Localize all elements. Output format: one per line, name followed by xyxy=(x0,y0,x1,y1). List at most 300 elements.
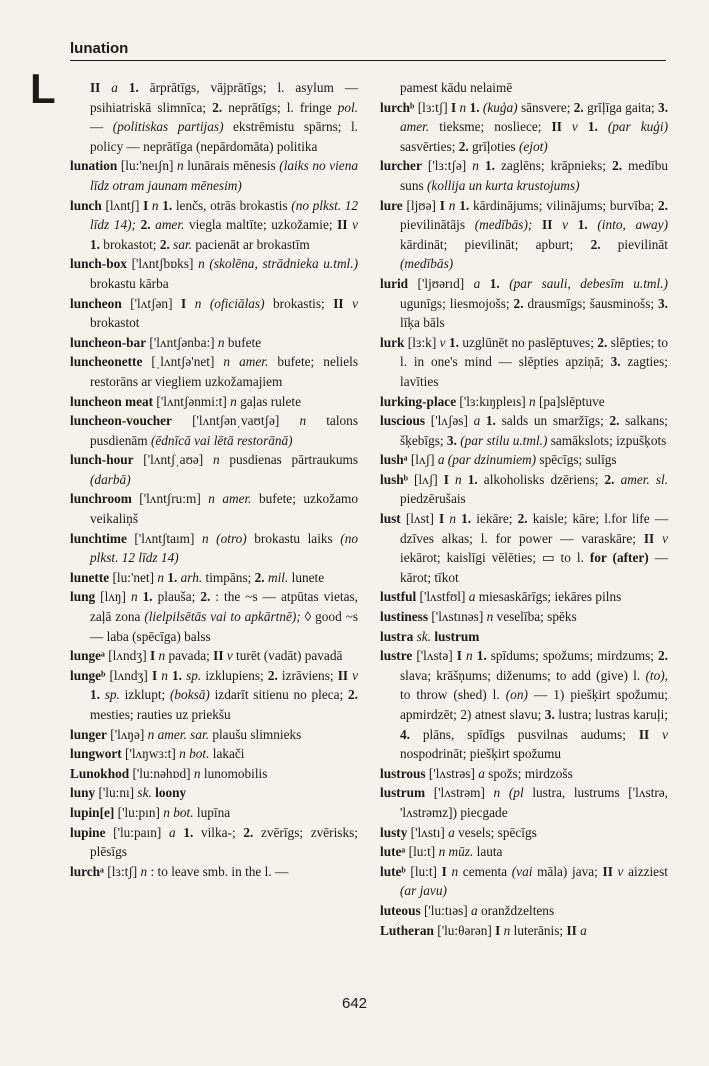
entry-text: pusdienas pārtraukums xyxy=(219,452,358,468)
dictionary-entry-lurch-b xyxy=(380,98,668,157)
dictionary-entry-lunge-b xyxy=(70,666,358,725)
entry-text: zaglēns; krāpnieks; xyxy=(494,158,613,174)
entry-text: ['lʌŋə] xyxy=(106,726,148,742)
entry-text: 3. xyxy=(446,432,457,448)
entry-text: ['lu:nı] xyxy=(95,785,138,801)
entry-text: 3. xyxy=(610,354,621,370)
entry-text: n xyxy=(472,158,479,174)
entry-text: v xyxy=(352,217,359,233)
running-header: lunation xyxy=(70,40,129,57)
entry-text: n amer. sar. xyxy=(147,726,209,742)
entry-text: [lʌndʒ] xyxy=(104,648,150,664)
entry-text: I xyxy=(441,863,447,879)
entry-text: 2. xyxy=(604,471,615,487)
headword: lunger xyxy=(70,726,107,742)
headword: lurid xyxy=(380,275,409,291)
entry-text: [lɜ:tʃ] xyxy=(103,863,141,879)
entry-text: a xyxy=(473,413,481,429)
entry-text: gaļas rulete xyxy=(236,393,302,409)
entry-text: (pl xyxy=(508,785,524,801)
entry-text: n xyxy=(459,99,467,115)
entry-text: vilka-; xyxy=(193,824,244,840)
entry-text: vesels; spēcīgs xyxy=(454,824,537,840)
entry-text: I xyxy=(149,648,156,664)
entry-text: slava; krāšņums; diženums; to add (give) l. xyxy=(400,667,646,683)
dictionary-entry-lupine-a xyxy=(70,823,358,862)
entry-text: II xyxy=(643,530,655,546)
entry-text: II xyxy=(333,295,344,311)
entry-text: v xyxy=(662,726,668,742)
entry-text: lenčs, otrās brokastis xyxy=(172,197,292,213)
headword: lushᵃ xyxy=(380,452,408,468)
dictionary-entry-lute-b xyxy=(380,862,668,901)
headword: lung xyxy=(70,589,96,605)
entry-text: (ēdnīcā vai lētā restorānā) xyxy=(150,432,293,448)
entry-text: ['ljʊərıd] xyxy=(408,275,474,291)
headword: lushᵇ xyxy=(380,471,408,487)
entry-text: II xyxy=(566,922,577,938)
headword: lunette xyxy=(70,569,110,585)
entry-text: n xyxy=(140,863,148,879)
entry-text: ārprātīgs, vājprātīgs; l. asylum — psihiatriskā slimnīca; xyxy=(90,80,359,115)
entry-text: ['lʌntʃru:m] xyxy=(131,491,209,507)
entry-text: ['lu:nəhɒd] xyxy=(129,765,194,781)
entry-text: 1. xyxy=(485,413,496,429)
entry-text: 2. xyxy=(458,138,469,154)
entry-text: n xyxy=(503,922,511,938)
entry-text: [lʌʃ] xyxy=(407,452,438,468)
dictionary-entry-lustrous xyxy=(380,764,668,784)
dictionary-entry-lurk xyxy=(380,333,668,392)
entry-text: [lɜ:k] xyxy=(404,334,440,350)
right-column xyxy=(380,78,668,940)
entry-text: (ejot) xyxy=(518,138,548,154)
entry-text: 1. xyxy=(90,687,100,703)
entry-text: 2. xyxy=(267,667,278,683)
entry-text: ['lu:θərən] xyxy=(433,922,496,938)
entry-text: lunete xyxy=(288,569,325,585)
entry-text: (par sauli, debesīm u.tml.) xyxy=(509,275,668,291)
entry-text: (vai xyxy=(511,863,533,879)
entry-text: cementa xyxy=(458,863,512,879)
entry-text: viegla maltīte; uzkožamie; xyxy=(184,217,338,233)
headword: lunation xyxy=(70,158,118,174)
entry-text: plauša; xyxy=(152,589,201,605)
entry-text: timpāns; xyxy=(202,569,255,585)
entry-text xyxy=(186,296,195,311)
entry-text: ekstrēmistu spārns; l. policy — neprātīga (nepārdomāta) politika xyxy=(90,119,359,154)
entry-text: I xyxy=(151,667,158,683)
entry-text: ['lʌntʃənba:] xyxy=(146,334,218,350)
entry-text xyxy=(344,296,353,311)
dictionary-entry-luncheon xyxy=(70,294,358,333)
entry-text: v xyxy=(352,667,359,683)
headword: lurking-place xyxy=(380,393,457,409)
entry-text: spožs; mirdzošs xyxy=(484,765,573,781)
headword: luteᵇ xyxy=(380,863,406,879)
entry-text: (to), xyxy=(645,667,668,683)
dictionary-entry-lunchroom xyxy=(70,489,358,528)
entry-text: ◊ good ~s — laba (spēcīga) balss xyxy=(90,609,358,644)
dictionary-entry-luny xyxy=(70,783,358,803)
dictionary-entry-lustful xyxy=(380,587,668,607)
entry-text: māla) java; xyxy=(532,863,603,879)
entry-text: a (par dzinumiem) xyxy=(437,452,537,468)
headword: luncheon-bar xyxy=(70,334,147,350)
entry-text: II xyxy=(638,726,650,742)
entry-text: n xyxy=(493,785,501,801)
dictionary-entry-luncheonette xyxy=(70,352,358,391)
entry-text: brokastis; xyxy=(264,295,334,311)
entry-text: [lʌŋ] xyxy=(95,589,131,605)
entry-text: v xyxy=(662,530,668,546)
entry-text: n xyxy=(448,197,456,213)
entry-text: n xyxy=(465,648,473,664)
headword: luteᵃ xyxy=(380,844,406,860)
entry-text: (into, away) xyxy=(597,217,669,233)
entry-text: 2. xyxy=(597,334,608,350)
headword: lunch xyxy=(70,197,102,213)
dictionary-entry-lunette xyxy=(70,568,358,588)
dictionary-entry-lunchtime xyxy=(70,529,358,568)
entry-text: ['lʌstfʊl] xyxy=(416,589,469,605)
entry-text: mesties; rauties uz priekšu xyxy=(90,707,231,722)
entry-text: n xyxy=(151,197,159,213)
headword: Lunokhod xyxy=(70,765,130,781)
entry-text: 1. xyxy=(183,824,194,840)
entry-text: lupīna xyxy=(193,804,231,820)
entry-text: 1. xyxy=(172,667,182,683)
entry-text: n (otro) xyxy=(201,530,247,546)
entry-text: n xyxy=(158,648,166,664)
dictionary-entry-lustiness xyxy=(380,607,668,627)
entry-text: ['lʌntʃənmi:t] xyxy=(153,393,231,409)
entry-text: I xyxy=(495,922,501,938)
entry-text: ['lʌntʃtaım] xyxy=(126,530,202,546)
entry-text: ['lʌŋwɜ:t] xyxy=(121,746,180,762)
entry-text: sar. xyxy=(173,236,192,252)
headword: lustful xyxy=(380,589,417,605)
entry-text: ['lʌtʃən] xyxy=(121,295,182,311)
headword: lustrum xyxy=(380,785,426,801)
entry-text: pamest kādu nelaimē xyxy=(400,80,513,95)
entry-text: : the ~s — atpūtas vietas, zaļā zona xyxy=(90,589,358,625)
entry-text: II xyxy=(602,863,613,879)
headword: lungwort xyxy=(70,746,122,762)
entry-text: luterānis; xyxy=(510,922,567,938)
entry-text: sānsvere; xyxy=(517,99,574,115)
entry-text xyxy=(500,785,509,800)
headword: lustre xyxy=(380,648,413,664)
entry-text: n xyxy=(486,609,494,625)
entry-text: [lʌntʃ] xyxy=(101,197,144,213)
headword: lustiness xyxy=(380,609,429,625)
entry-text: ['lʌstə] xyxy=(412,648,457,664)
dictionary-entry-lunch xyxy=(70,196,358,255)
entry-text: a xyxy=(448,824,455,840)
entry-text: iekārot; kaislīgi vēlēties; ▭ to l. xyxy=(400,550,590,566)
headword: lust xyxy=(380,511,401,527)
entry-text: 1. xyxy=(128,80,139,95)
entry-text: [lu:'neıʃn] xyxy=(117,158,178,174)
headword: luncheonette xyxy=(70,354,143,370)
dictionary-entry-lusty xyxy=(380,823,668,843)
entry-text: a xyxy=(471,902,478,918)
entry-text xyxy=(568,217,578,232)
entry-text: ['lʌstrəm] xyxy=(425,785,494,801)
entry-text: to throw (shed) l. xyxy=(400,687,506,703)
headword: lurchᵃ xyxy=(70,863,104,879)
entry-text: v xyxy=(617,863,624,879)
entry-text: [lu:t] xyxy=(405,863,442,879)
entry-text: zvērīgs; zvērisks; plēsīgs xyxy=(90,824,358,860)
entry-text: (darbā) xyxy=(90,471,131,487)
entry-text: — xyxy=(90,119,113,135)
entry-text: a xyxy=(580,922,587,938)
entry-text: bufete; neliels restorāns ar viegliem uzkožamajiem xyxy=(90,354,359,389)
entry-text: ['lʌʃəs] xyxy=(425,413,474,429)
entry-text: amer. xyxy=(155,217,185,233)
entry-text: 2. xyxy=(159,236,170,252)
dictionary-entry-lute-a xyxy=(380,842,668,862)
entry-text: 1. xyxy=(489,275,500,291)
entry-text: salkans; šķebīgs; xyxy=(400,413,668,448)
headword: luncheon meat xyxy=(70,393,154,409)
dictionary-entry-lunch-hour xyxy=(70,450,358,489)
headword: lustra xyxy=(380,628,414,644)
entry-text: tieksme; nosliece; xyxy=(429,119,552,135)
entry-text xyxy=(532,217,542,232)
entry-text: (boksā) xyxy=(169,687,210,703)
entry-text: n xyxy=(529,393,536,409)
dictionary-entry-lurcher xyxy=(380,156,668,195)
entry-text: I xyxy=(439,197,445,213)
dictionary-entry-lurking-place xyxy=(380,392,668,412)
headword: luscious xyxy=(380,413,426,429)
headword: lunch-box xyxy=(70,256,127,272)
dictionary-entry-lurch-a-cont xyxy=(380,78,668,98)
entry-text: I xyxy=(181,295,187,311)
dictionary-entry-lurch-a xyxy=(70,862,358,882)
entry-text: piedzērušais xyxy=(400,491,466,507)
entry-text: 2. xyxy=(348,687,358,703)
entry-text: (medībās) xyxy=(400,256,454,272)
entry-text: v xyxy=(226,648,233,664)
entry-text: sp. xyxy=(104,687,120,703)
entry-text: I xyxy=(439,511,445,527)
entry-text: (lielpilsētās vai to apkārtnē); xyxy=(144,609,301,625)
dictionary-entry-luteous xyxy=(380,901,668,921)
entry-text: v xyxy=(439,334,446,350)
dictionary-entry-lunatic-cont xyxy=(70,78,358,156)
headword: lusty xyxy=(380,824,408,840)
entry-text: (ar javu) xyxy=(400,883,447,899)
entry-text xyxy=(552,217,562,232)
entry-text: n amer. xyxy=(208,491,252,507)
entry-text: medību suns xyxy=(400,158,668,193)
entry-text: ['lu:paın] xyxy=(105,824,169,840)
entry-text: lustra; lustras karuļi; xyxy=(554,707,668,722)
entry-text: plāns, spīdīgs pusvilnas audums; xyxy=(409,726,639,742)
entry-text: sk. xyxy=(137,785,152,801)
entry-text: I xyxy=(451,99,457,115)
entry-text: n xyxy=(449,511,457,527)
entry-text: grīļoties xyxy=(468,138,519,154)
entry-text: II xyxy=(337,667,349,683)
entry-text: 2. xyxy=(612,158,623,174)
entry-text: 1. xyxy=(448,334,459,350)
entry-text: II xyxy=(542,217,553,233)
entry-text: n amer. xyxy=(223,354,269,370)
dictionary-entry-lurid xyxy=(380,274,668,333)
entry-text: 1. xyxy=(484,158,495,174)
entry-text: (laiks no viena līdz otram jaunam mēnesim) xyxy=(90,158,358,193)
entry-text: izrāviens; xyxy=(277,667,338,683)
entry-text: a xyxy=(168,824,176,840)
dictionary-entry-lure xyxy=(380,196,668,274)
entry-text: salds un smaržīgs; xyxy=(495,413,610,429)
entry-text: iekāre; xyxy=(471,511,518,527)
headword: lunchroom xyxy=(70,491,132,507)
entry-text: 1. xyxy=(459,197,470,213)
entry-text xyxy=(649,727,662,742)
entry-text: samākslots; izpušķots xyxy=(547,432,667,448)
dictionary-entry-lunation xyxy=(70,156,358,195)
entry-text: līķa bāls xyxy=(400,315,445,331)
headword: luteous xyxy=(380,902,421,918)
headword: lurchᵇ xyxy=(380,99,415,115)
entry-text: I xyxy=(143,197,149,213)
entry-text: 2. xyxy=(140,217,151,233)
entry-text: v xyxy=(562,217,568,233)
entry-text: ['lu:tıəs] xyxy=(420,902,472,918)
entry-text: (on) xyxy=(505,687,528,703)
entry-text xyxy=(100,80,111,95)
entry-text: alkoholisks dzēriens; xyxy=(477,471,605,487)
entry-text: [pa]slēptuve xyxy=(535,393,605,409)
entry-text: 3. xyxy=(544,707,555,722)
entry-text: miesaskārīgs; iekāres pilns xyxy=(475,589,622,605)
entry-text: n bot. xyxy=(179,746,210,762)
entry-text: n xyxy=(230,393,237,409)
entry-text: lunārais mēnesis xyxy=(183,158,280,174)
entry-text: bufete xyxy=(224,334,262,350)
entry-text: brokastot; xyxy=(99,236,160,252)
entry-text: n xyxy=(193,765,201,781)
entry-text: n xyxy=(177,158,184,174)
entry-text: 2. xyxy=(200,589,211,605)
entry-text: lustrum xyxy=(434,628,480,644)
entry-text: 1. xyxy=(461,511,472,527)
entry-text: talons pusdienām xyxy=(90,413,358,448)
entry-text: 1. xyxy=(167,569,178,585)
entry-text: 2. xyxy=(517,511,528,527)
headword: lurcher xyxy=(380,158,422,174)
entry-text: kaisle; kāre; l.for life — dzīves alkas; l. for power — varaskāre; xyxy=(400,511,669,546)
entry-text: 4. xyxy=(400,726,410,742)
entry-text: 1. xyxy=(476,648,487,664)
dictionary-entry-lust xyxy=(380,509,668,587)
dictionary-entry-luscious xyxy=(380,411,668,450)
entry-text: veselība; spēks xyxy=(493,609,577,625)
entry-text: n xyxy=(157,569,164,585)
entry-text: (kuģa) xyxy=(482,99,518,115)
entry-text: 2. xyxy=(254,569,265,585)
dictionary-entry-lunokhod xyxy=(70,764,358,784)
entry-text: lakači xyxy=(209,746,245,762)
left-column xyxy=(70,78,358,881)
dictionary-entry-lutheran xyxy=(380,921,668,941)
headword: lure xyxy=(380,197,403,213)
page-number: 642 xyxy=(341,995,368,1012)
entry-text: ['lʌstı] xyxy=(407,824,449,840)
entry-text: spīdums; spožums; mirdzums; xyxy=(486,648,659,664)
entry-text: n xyxy=(217,334,225,350)
entry-text xyxy=(500,276,509,291)
entry-text: 1. xyxy=(469,99,480,115)
dictionary-entry-lunger xyxy=(70,725,358,745)
dictionary-entry-lupine-n xyxy=(70,803,358,823)
entry-text: 1. xyxy=(142,589,153,605)
entry-text: mil. xyxy=(267,569,289,585)
entry-text: II xyxy=(551,119,562,135)
entry-text: a xyxy=(111,80,118,95)
entry-text: ['lʌntʃbɒks] xyxy=(126,256,199,272)
entry-text: brokastu kārba xyxy=(90,275,169,291)
entry-text: brokastu laiks xyxy=(246,530,341,546)
entry-text: (par kuģi) xyxy=(607,119,669,135)
entry-text: lustra, lustrums ['lʌstrə, 'lʌstrəmz]) piecgade xyxy=(400,785,668,820)
entry-text xyxy=(578,119,588,134)
entry-text: amer. xyxy=(400,119,430,135)
entry-text: izklupt; xyxy=(119,687,170,703)
dictionary-entry-lunch-box xyxy=(70,254,358,293)
entry-text: [ljʊə] xyxy=(402,197,440,213)
entry-text: ['lʌstrəs] xyxy=(425,765,479,781)
entry-text: n xyxy=(455,471,462,487)
headword: luncheon-voucher xyxy=(70,413,172,429)
entry-text: v xyxy=(571,119,578,135)
entry-text: n mūz. xyxy=(438,844,474,860)
entry-text: n xyxy=(130,589,138,605)
dictionary-entry-lustre xyxy=(380,646,668,764)
entry-text: 1. xyxy=(577,217,588,233)
entry-text: : to leave smb. in the l. — xyxy=(147,863,289,879)
entry-text: ['lɜ:kıŋpleıs] xyxy=(456,393,529,409)
entry-text: 2. xyxy=(658,648,669,664)
entry-text: 2. xyxy=(513,295,524,311)
dictionary-entry-lustra xyxy=(380,627,668,647)
entry-text: n (oficiālas) xyxy=(194,295,265,311)
entry-text: pavada; xyxy=(165,648,214,664)
entry-text: 2. xyxy=(573,99,584,115)
entry-text: sp. xyxy=(186,667,202,683)
entry-text: [lɜ:tʃ] xyxy=(414,99,451,115)
entry-text: nospodrināt; piešķirt spožumu xyxy=(400,746,562,762)
entry-text: v xyxy=(352,295,359,311)
entry-text: oranždzeltens xyxy=(477,902,555,918)
entry-text: (medībās); xyxy=(474,217,533,233)
entry-text: n (skolēna, strādnieka u.tml.) xyxy=(198,256,358,272)
dictionary-entry-luncheon-bar xyxy=(70,333,358,353)
entry-text: pacienāt ar brokastīm xyxy=(192,236,310,252)
entry-text: (par stilu u.tml.) xyxy=(460,432,548,448)
dictionary-entry-lustrum xyxy=(380,783,668,822)
entry-text xyxy=(598,119,608,134)
headword: lungeᵇ xyxy=(70,667,106,683)
entry-text: 2. xyxy=(590,236,601,252)
headword: lungeᵃ xyxy=(70,648,105,664)
